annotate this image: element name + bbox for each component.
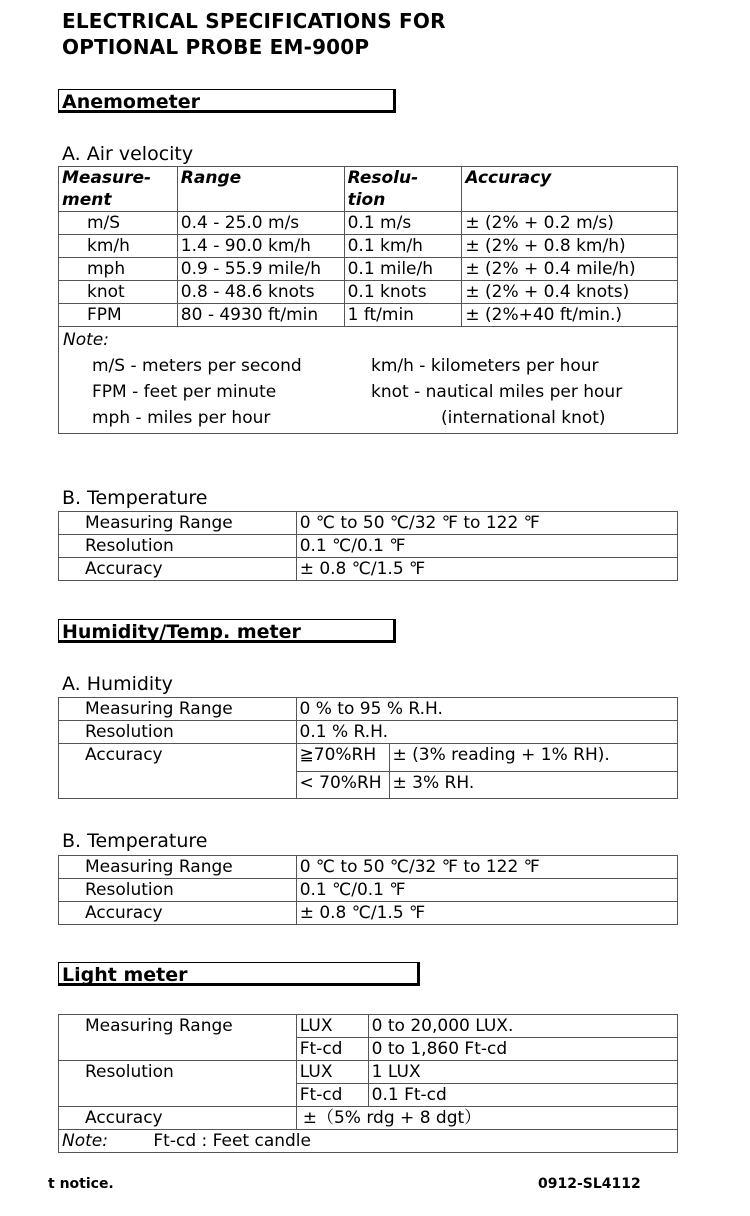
table-row xyxy=(59,281,678,304)
label-cell: Measuring Range xyxy=(59,698,297,721)
humidity-meter-heading: Humidity/Temp. meter xyxy=(58,619,396,643)
label-cell: Resolution xyxy=(59,879,297,902)
document-code: 0912-SL4112 xyxy=(538,1176,641,1192)
note-label: Note: xyxy=(62,1131,108,1151)
unit-cell: Ft-cd xyxy=(296,1084,368,1107)
note-cell xyxy=(59,327,678,434)
range-cell: 0.8 - 48.6 knots xyxy=(177,281,344,304)
table-row xyxy=(59,1015,678,1038)
note-mps: m/S - meters per second xyxy=(92,356,302,376)
resolution-cell: 0.1 km/h xyxy=(344,235,462,258)
accuracy-cell: ± (2% + 0.4 mile/h) xyxy=(462,258,678,281)
value-cell: 0.1 ℃/0.1 ℉ xyxy=(296,535,677,558)
humidity-temp-heading: B. Temperature xyxy=(62,830,208,852)
note-cell xyxy=(59,1130,678,1153)
light-meter-table xyxy=(58,1014,678,1153)
label-cell: Measuring Range xyxy=(59,1015,297,1061)
note-mph: mph - miles per hour xyxy=(92,408,271,428)
table-row xyxy=(59,1061,678,1084)
title-line-1: ELECTRICAL SPECIFICATIONS FOR xyxy=(62,9,446,33)
header-resolution: Resolu- tion xyxy=(344,167,462,212)
document-title xyxy=(62,8,446,60)
range-cell: 1.4 - 90.0 km/h xyxy=(177,235,344,258)
light-meter-heading: Light meter xyxy=(58,962,420,986)
label-cell: Resolution xyxy=(59,1061,297,1107)
unit-cell: Ft-cd xyxy=(296,1038,368,1061)
label-cell: Resolution xyxy=(59,535,297,558)
label-cell: Measuring Range xyxy=(59,512,297,535)
unit-cell: km/h xyxy=(59,235,178,258)
footer-left-text: t notice. xyxy=(48,1176,114,1192)
value-cell: ± (3% reading + 1% RH). xyxy=(389,744,678,772)
condition-cell: ≧70%RH xyxy=(296,744,389,772)
table-row xyxy=(59,744,678,772)
resolution-cell: 0.1 knots xyxy=(344,281,462,304)
table-row xyxy=(59,698,678,721)
note-kmh: km/h - kilometers per hour xyxy=(371,356,599,376)
accuracy-cell: ± (2%+40 ft/min.) xyxy=(462,304,678,327)
air-velocity-heading: A. Air velocity xyxy=(62,143,194,165)
table-row xyxy=(59,235,678,258)
note-row xyxy=(59,327,678,434)
value-cell: 0 to 1,860 Ft-cd xyxy=(368,1038,677,1061)
header-accuracy: Accuracy xyxy=(462,167,678,212)
table-row xyxy=(59,535,678,558)
table-row xyxy=(59,1107,678,1130)
table-row xyxy=(59,856,678,879)
table-row xyxy=(59,304,678,327)
range-cell: 80 - 4930 ft/min xyxy=(177,304,344,327)
value-cell: 0.1 % R.H. xyxy=(296,721,677,744)
unit-cell: mph xyxy=(59,258,178,281)
range-cell: 0.4 - 25.0 m/s xyxy=(177,212,344,235)
note-text: Ft-cd : Feet candle xyxy=(153,1131,311,1151)
label-cell: Accuracy xyxy=(59,1107,297,1130)
note-knot: knot - nautical miles per hour xyxy=(371,382,623,402)
label-cell: Accuracy xyxy=(59,558,297,581)
condition-cell: < 70%RH xyxy=(296,771,389,799)
unit-cell: FPM xyxy=(59,304,178,327)
label-cell: Resolution xyxy=(59,721,297,744)
anemometer-heading: Anemometer xyxy=(58,89,396,113)
header-range: Range xyxy=(177,167,344,212)
header-measurement: Measure- ment xyxy=(59,167,178,212)
unit-cell: m/S xyxy=(59,212,178,235)
value-cell: 0.1 ℃/0.1 ℉ xyxy=(296,879,677,902)
accuracy-cell: ± (2% + 0.8 km/h) xyxy=(462,235,678,258)
note-row xyxy=(59,1130,678,1153)
range-cell: 0.9 - 55.9 mile/h xyxy=(177,258,344,281)
accuracy-cell: ± (2% + 0.2 m/s) xyxy=(462,212,678,235)
value-cell: ±（5% rdg + 8 dgt） xyxy=(296,1107,677,1130)
label-cell: Accuracy xyxy=(59,744,297,799)
value-cell: 0 to 20,000 LUX. xyxy=(368,1015,677,1038)
table-row xyxy=(59,902,678,925)
table-row xyxy=(59,258,678,281)
value-cell: ± 3% RH. xyxy=(389,771,678,799)
unit-cell: LUX xyxy=(296,1015,368,1038)
table-row xyxy=(59,879,678,902)
table-row xyxy=(59,558,678,581)
humidity-heading: A. Humidity xyxy=(62,673,173,695)
table-header-row xyxy=(59,167,678,212)
label-cell: Measuring Range xyxy=(59,856,297,879)
unit-cell: knot xyxy=(59,281,178,304)
label-cell: Accuracy xyxy=(59,902,297,925)
value-cell: 1 LUX xyxy=(368,1061,677,1084)
air-velocity-table xyxy=(58,166,678,434)
value-cell: 0 ℃ to 50 ℃/32 ℉ to 122 ℉ xyxy=(296,856,677,879)
note-label: Note: xyxy=(63,330,109,350)
unit-cell: LUX xyxy=(296,1061,368,1084)
note-intl-knot: (international knot) xyxy=(441,408,606,428)
value-cell: ± 0.8 ℃/1.5 ℉ xyxy=(296,558,677,581)
humidity-table xyxy=(58,697,678,799)
value-cell: 0 ℃ to 50 ℃/32 ℉ to 122 ℉ xyxy=(296,512,677,535)
note-fpm: FPM - feet per minute xyxy=(92,382,277,402)
anemometer-temp-table xyxy=(58,511,678,581)
humidity-temp-table xyxy=(58,855,678,925)
resolution-cell: 1 ft/min xyxy=(344,304,462,327)
table-row xyxy=(59,721,678,744)
title-line-2: OPTIONAL PROBE EM-900P xyxy=(62,35,370,59)
value-cell: 0 % to 95 % R.H. xyxy=(296,698,677,721)
table-row xyxy=(59,212,678,235)
resolution-cell: 0.1 mile/h xyxy=(344,258,462,281)
value-cell: ± 0.8 ℃/1.5 ℉ xyxy=(296,902,677,925)
accuracy-cell: ± (2% + 0.4 knots) xyxy=(462,281,678,304)
anemometer-temp-heading: B. Temperature xyxy=(62,487,208,509)
resolution-cell: 0.1 m/s xyxy=(344,212,462,235)
table-row xyxy=(59,512,678,535)
value-cell: 0.1 Ft-cd xyxy=(368,1084,677,1107)
